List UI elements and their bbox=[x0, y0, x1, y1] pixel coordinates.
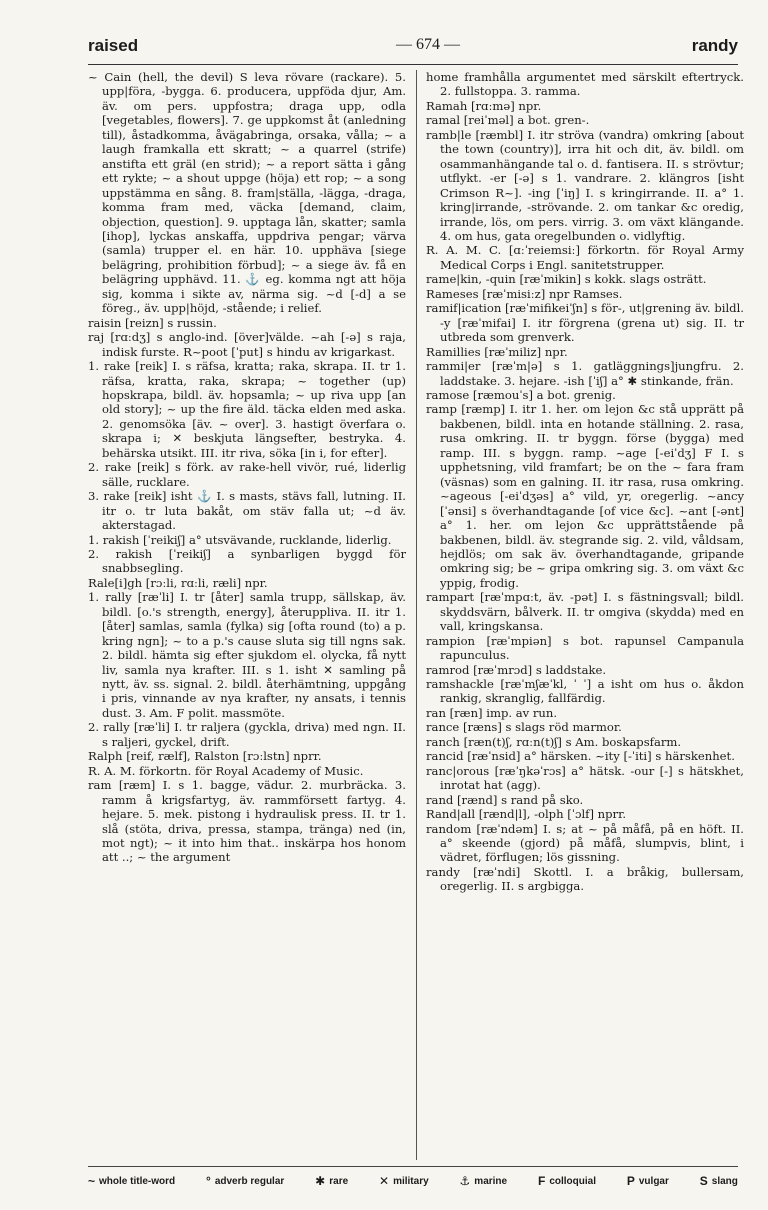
legend-item bbox=[460, 1174, 508, 1188]
left-column bbox=[88, 70, 406, 1160]
dictionary-entry: rampion [ræˈmpiən] s bot. rapunsel Campanula rapunculus. bbox=[426, 633, 744, 663]
degree-icon: ° bbox=[206, 1174, 211, 1188]
dictionary-entry: ranch [ræn(t)ʃ, rɑːn(t)ʃ] s Am. boskapsfarm. bbox=[426, 734, 682, 749]
dictionary-entry: rampart [ræˈmpɑːt, äv. -pət] I. s fästningsvall; bildl. skyddsvärn, bålverk. II. tr omgiva (skydda) med en vall, kringskansa. bbox=[426, 590, 744, 634]
dictionary-entry: ranc|orous [ræˈŋkəˈrɔs] a° hätsk. -our [-] s hätskhet, inrotat hat (agg). bbox=[426, 763, 744, 793]
dictionary-entry: rammi|er [ræˈm|ə] s 1. gatläggnings]jungfru. 2. laddstake. 3. hejare. -ish [ˈiʃ] a° ✱ stinkande, frän. bbox=[426, 359, 744, 388]
dictionary-entry: ramp [ræmp] I. itr 1. her. om lejon &c stå upprätt på bakbenen, bildl. inta en hotande ställning. 2. rasa, rusa omkring. II. tr byggn. förse (bygga) med ramp. III. s byggn. ramp. ~age [-eiˈdʒ] F I. s upphetsning, vild framfart; be on the ~ fara fram (väsnas) som en galning. II. itr rasa, rusa omkring. ~ageous [-eiˈdʒəs] a° vild, yr, oregerlig. ~ancy [ˈənsi] s överhandtagande [of vice &c]. ~ant [-ənt] a° 1. her. om lejon &c upprättstående på bakbenen, bildl. äv. stegrande sig. 2. vild, våldsam, hejdlös; om sak äv. överhandtagande, gripande omkring sig; be ~ gripa omkring sig. 3. om växt &c yppig, frodig. bbox=[426, 402, 744, 590]
legend-label: marine bbox=[474, 1175, 508, 1187]
legend-label: whole title-word bbox=[99, 1175, 176, 1187]
dictionary-entry: raisin [reizn] s russin. bbox=[88, 315, 217, 330]
dictionary-entry: ramose [ræmouˈs] a bot. grenig. bbox=[426, 387, 616, 402]
dictionary-entry: rance [ræns] s slags röd marmor. bbox=[426, 720, 622, 735]
dictionary-entry: 2. rally [ræˈli] I. tr raljera (gyckla, driva) med ngn. II. s raljeri, gyckel, drift. bbox=[88, 720, 406, 749]
dictionary-entry: ramrod [ræˈmrɔd] s laddstake. bbox=[426, 662, 607, 677]
dictionary-entry: 2. rakish [ˈreikiʃ] a synbarligen byggd för snabbsegling. bbox=[88, 546, 406, 576]
dictionary-entry: randy [ræˈndi] Skottl. I. a bråkig, bullersam, oregerlig. II. s argbigga. bbox=[426, 864, 744, 894]
dictionary-entry: Ramah [rɑːmə] npr. bbox=[426, 98, 542, 113]
header-right-guide-word: randy bbox=[691, 36, 738, 55]
dictionary-entry: ram [ræm] I. s 1. bagge, vädur. 2. murbräcka. 3. ramm å krigsfartyg, äv. rammförsett fartyg. 4. hejare. 5. mek. pistong i hydraulisk press. II. tr 1. slå (stöta, driva, pressa, stampa, tränga) ned (in, mot ngt); ~ it into him that.. inskärpa hos honom att ..; ~ the argument bbox=[88, 778, 406, 865]
header-left-guide-word: raised bbox=[88, 36, 139, 55]
slang-s-icon: S bbox=[699, 1174, 708, 1188]
dictionary-entry: Rameses [ræˈmisiːz] npr Ramses. bbox=[426, 286, 623, 301]
colloquial-f-icon: F bbox=[537, 1174, 546, 1188]
dictionary-entry: Rale[i]gh [rɔːli, rɑːli, ræli] npr. bbox=[88, 575, 268, 590]
legend-item bbox=[538, 1174, 596, 1188]
dictionary-entry: R. A. M. förkortn. för Royal Academy of Music. bbox=[88, 763, 364, 778]
legend-item bbox=[379, 1174, 429, 1188]
crossed-swords-icon: ✕ bbox=[379, 1174, 390, 1188]
dictionary-entry: 1. rake [reik] I. s räfsa, kratta; raka, skrapa. II. tr 1. räfsa, kratta, raka, skrapa; ~ together (up) hopskrapa, bildl. äv. hopsamla; ~ up riva upp [an old story]; ~ up the fire äld. täcka elden med aska. 2. genomsöka [äv. ~ over]. 3. hastigt överfara o. skrapa i; ✕ beskjuta längsefter, bestryka. 4. behärska utsikt. III. itr riva, söka [in i, for efter]. bbox=[88, 359, 406, 460]
tilde-icon: ~ bbox=[88, 1174, 96, 1188]
dictionary-entry: home framhålla argumentet med särskilt eftertryck. 2. fullstoppa. 3. ramma. bbox=[426, 70, 744, 99]
legend-item bbox=[700, 1174, 738, 1188]
dictionary-entry: 2. rake [reik] s förk. av rake-hell vivör, rué, liderlig sälle, rucklare. bbox=[88, 460, 406, 489]
page-header bbox=[88, 36, 738, 60]
legend-label: colloquial bbox=[549, 1175, 596, 1187]
dictionary-entry: rancid [ræˈnsid] a° härsken. ~ity [-ˈiti] s härskenhet. bbox=[426, 749, 735, 764]
symbol-legend bbox=[88, 1172, 738, 1190]
dictionary-entry: 1. rally [ræˈli] I. tr [åter] samla trupp, sällskap, äv. bildl. [o.'s strength, energy], återuppliva. II. itr 1. [åter] samlas, samla (fylka) sig [ofta round (to) a p. kring ngn]; ~ to a p.'s cause sluta sig till ngns sak. 2. bildl. hämta sig efter sjukdom el. olycka, få nytt liv, samla nya krafter. III. s 1. isht ✕ samling på nytt, äv. ss. signal. 2. bildl. återhämtning, uppgång i pris, vinnande av nya krafter, ny ansats, i tennis dust. 3. Am. F polit. massmöte. bbox=[88, 590, 406, 720]
legend-label: military bbox=[393, 1175, 429, 1187]
dictionary-entry: Rand|all [rænd|l], -olph [ˈɔlf] nprr. bbox=[426, 807, 627, 822]
right-column bbox=[426, 70, 744, 1160]
column-divider bbox=[416, 70, 417, 1160]
legend-item bbox=[88, 1174, 175, 1188]
legend-label: slang bbox=[711, 1175, 738, 1187]
dictionary-entry: ~ Cain (hell, the devil) S leva rövare (rackare). 5. upp|föra, -bygga. 6. producera, uppföda djur, Am. äv. om pers. uppfostra; draga upp, odla [vegetables, flowers]. 7. ge uppkomst åt (anledning till), åstadkomma, åvägabringa, orsaka, vålla; ~ a laugh framkalla ett skratt; ~ a quarrel (strife) anstifta ett gräl (en strid); ~ a report sätta i gång ett rykte; ~ a shout uppge (höja) ett rop; ~ a song uppstämma en sång. 8. fram|ställa, -lägga, -draga, komma fram med, väcka [demand, claim, objection, question]. 9. upptaga lån, skatter; samla [ihop], lyckas anskaffa, uppdriva pengar; värva (samla) trupper el. en här. 10. upphäva [siege belägring, prohibition förbud]; ~ a siege äv. få en belägring upphävd. 11. ⚓ eg. komma ngt att höja sig, komma i sikte av, närma sig. ~d [-d] a se föreg., äv. upp|höjd, -stående; i relief. bbox=[88, 70, 406, 316]
dictionary-entry: 1. rakish [ˈreikiʃ] a° utsvävande, rucklande, liderlig. bbox=[88, 532, 392, 547]
dictionary-entry: Ramillies [ræˈmiliz] npr. bbox=[426, 344, 568, 359]
dictionary-entry: ramif|ication [ræˈmifikeiˈʃn] s för-, ut|grening äv. bildl. -y [ræˈmifai] I. itr förgrena (grena ut) sig. II. tr utbreda som grenverk. bbox=[426, 301, 744, 345]
dictionary-entry: R. A. M. C. [ɑːˈreiemsiː] förkortn. för Royal Army Medical Corps i Engl. sanitetstrupper. bbox=[426, 243, 744, 272]
vulgar-p-icon: P bbox=[626, 1174, 635, 1188]
legend-item bbox=[627, 1174, 669, 1188]
header-rule bbox=[88, 64, 738, 65]
legend-label: rare bbox=[329, 1175, 349, 1187]
legend-item bbox=[206, 1174, 284, 1188]
dictionary-entry: ramal [reiˈməl] a bot. gren-. bbox=[426, 113, 590, 128]
dictionary-entry: Ralph [reif, rælf], Ralston [rɔːlstn] nprr. bbox=[88, 749, 322, 764]
legend-label: adverb regular bbox=[214, 1175, 285, 1187]
dictionary-entry: ramb|le [ræmbl] I. itr ströva (vandra) omkring [about the town (country)], irra hit och dit, äv. bildl. om osammanhängande tal o. d. fantisera. II. s strövtur; utflykt. -er [-ə] s 1. vandrare. 2. klängros [isht Crimson R~]. -ing [ˈiŋ] I. s kringirrande. II. a° 1. kring|irrande, -strövande. 2. om tankar &c oredig, irrande, lös, om pers. virrig. 3. om växt klängande. 4. om hus, gata oregelbunden o. vidlyftig. bbox=[426, 127, 744, 243]
dictionary-entry: rand [rænd] s rand på sko. bbox=[426, 792, 584, 807]
dictionary-entry: ramshackle [ræˈmʃæˈkl, ˈ ˈ] a isht om hus o. åkdon rankig, skranglig, fallfärdig. bbox=[426, 677, 744, 706]
dictionary-entry: random [ræˈndəm] I. s; at ~ på måfå, på en höft. II. a° skeende (gjord) på måfå, slumpvis, blint, i vädret, förflugen; lös gissning. bbox=[426, 821, 744, 865]
dictionary-entry: raj [rɑːdʒ] s anglo-ind. [över]välde. ~ah [-ə] s raja, indisk furste. R~poot [ˈput] s hindu av krigarkast. bbox=[88, 330, 406, 359]
footer-rule bbox=[88, 1166, 738, 1167]
star-icon: ✱ bbox=[315, 1174, 326, 1188]
legend-label: vulgar bbox=[638, 1175, 669, 1187]
dictionary-entry: rame|kin, -quin [ræˈmikin] s kokk. slags osträtt. bbox=[426, 272, 707, 287]
page-number: — 674 — bbox=[396, 36, 460, 53]
legend-item bbox=[315, 1174, 348, 1188]
dictionary-entry: ran [ræn] imp. av run. bbox=[426, 705, 558, 720]
dictionary-entry: 3. rake [reik] isht ⚓ I. s masts, stävs fall, lutning. II. itr o. tr luta bakåt, om stäv falla ut; ~d äv. akterstagad. bbox=[88, 489, 406, 533]
anchor-icon: ⚓ bbox=[459, 1174, 471, 1188]
